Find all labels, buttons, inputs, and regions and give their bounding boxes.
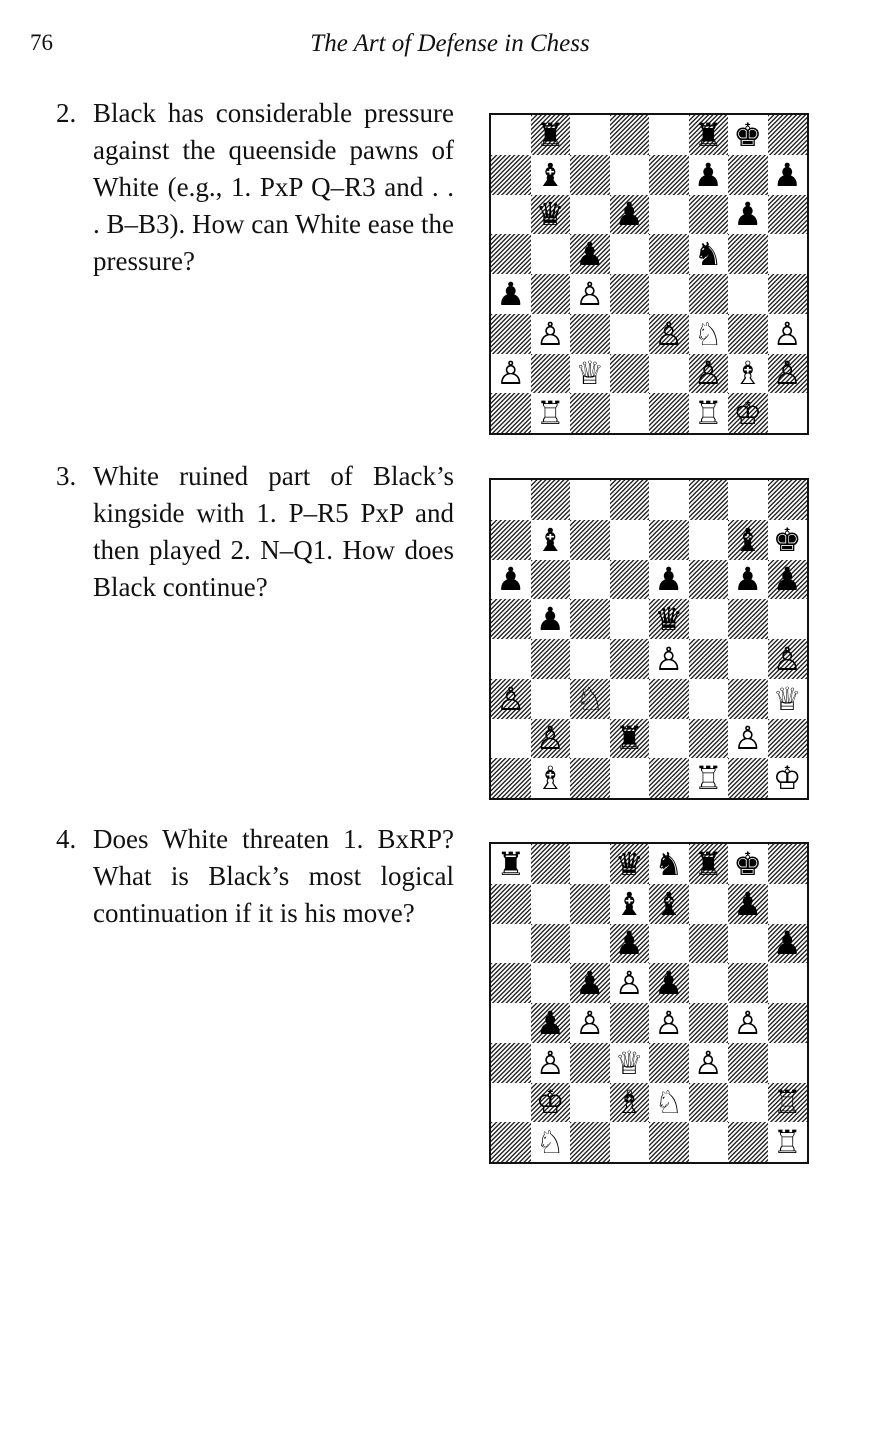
black-pawn-icon: ♟: [614, 195, 644, 234]
board-square: [689, 234, 729, 274]
black-pawn-icon: ♟: [654, 560, 684, 599]
board-square: [649, 719, 689, 759]
white-pawn-icon: ♙: [733, 1003, 763, 1042]
chess-diagram: [489, 113, 809, 435]
white-rook-icon: ♖: [772, 1083, 802, 1122]
black-queen-icon: ♛: [535, 195, 565, 234]
board-square: [531, 115, 571, 155]
board-square: [610, 679, 650, 719]
board-square: [570, 354, 610, 394]
board-square: [610, 1083, 650, 1123]
board-square: [531, 274, 571, 314]
black-bishop-icon: ♝: [654, 884, 684, 923]
board-square: [649, 758, 689, 798]
white-queen-icon: ♕: [575, 354, 605, 393]
board-square: [570, 520, 610, 560]
white-king-icon: ♔: [733, 394, 763, 433]
board-square: [531, 480, 571, 520]
board-square: [570, 1083, 610, 1123]
board-square: [491, 314, 531, 354]
board-square: [531, 719, 571, 759]
board-square: [570, 115, 610, 155]
white-bishop-icon: ♗: [614, 1083, 644, 1122]
board-square: [610, 599, 650, 639]
board-square: [610, 274, 650, 314]
board-square: [689, 963, 729, 1003]
board-square: [728, 719, 768, 759]
board-square: [649, 520, 689, 560]
board-square: [531, 1122, 571, 1162]
problem-description: Black has considerable pressure against the queenside pawns of White (e.g., 1. PxP Q–R3 and . . . B–B3). How can White ease the pressure?: [93, 98, 454, 276]
board-square: [570, 599, 610, 639]
black-queen-icon: ♛: [654, 600, 684, 639]
board-square: [491, 844, 531, 884]
running-head: The Art of Defense in Chess: [310, 30, 590, 57]
board-square: [491, 234, 531, 274]
board-square: [649, 314, 689, 354]
board-square: [610, 639, 650, 679]
board-square: [570, 1122, 610, 1162]
board-square: [689, 1122, 729, 1162]
board-square: [610, 719, 650, 759]
board-square: [570, 884, 610, 924]
board-square: [768, 560, 808, 600]
black-queen-icon: ♛: [614, 844, 644, 883]
board-square: [728, 599, 768, 639]
board-square: [689, 520, 729, 560]
problem-2-text: [56, 95, 454, 280]
board-square: [531, 679, 571, 719]
black-king-icon: ♚: [733, 844, 763, 883]
board-square: [689, 393, 729, 433]
board-square: [768, 115, 808, 155]
board-square: [689, 599, 729, 639]
board-square: [570, 234, 610, 274]
black-pawn-icon: ♟: [654, 964, 684, 1003]
problem-number: 4.: [56, 824, 77, 854]
board-square: [728, 354, 768, 394]
board-square: [491, 115, 531, 155]
board-square: [531, 758, 571, 798]
problem-description: Does White threaten 1. BxRP? What is Black’s most logical continuation if it is his move?: [93, 824, 454, 928]
board-square: [610, 1003, 650, 1043]
white-rook-icon: ♖: [772, 1123, 802, 1162]
board-square: [491, 393, 531, 433]
board-square: [728, 195, 768, 235]
white-knight-icon: ♘: [654, 1083, 684, 1122]
board-square: [728, 1122, 768, 1162]
white-rook-icon: ♖: [535, 394, 565, 433]
board-square: [768, 1043, 808, 1083]
problem-4-text: [56, 821, 454, 932]
board-square: [610, 314, 650, 354]
board-square: [570, 393, 610, 433]
board-square: [491, 924, 531, 964]
board-square: [570, 844, 610, 884]
black-bishop-icon: ♝: [614, 884, 644, 923]
board-square: [570, 924, 610, 964]
black-pawn-icon: ♟: [496, 560, 526, 599]
board-square: [689, 115, 729, 155]
board-square: [491, 719, 531, 759]
white-pawn-icon: ♙: [575, 274, 605, 313]
board-square: [610, 963, 650, 1003]
board-square: [689, 274, 729, 314]
board-square: [728, 115, 768, 155]
board-square: [768, 393, 808, 433]
board-square: [531, 884, 571, 924]
board-square: [531, 963, 571, 1003]
board-square: [649, 480, 689, 520]
white-pawn-icon: ♙: [693, 354, 723, 393]
board-square: [531, 393, 571, 433]
board-square: [570, 155, 610, 195]
problem-number: 2.: [56, 98, 77, 128]
board-square: [728, 314, 768, 354]
board-square: [689, 560, 729, 600]
white-pawn-icon: ♙: [772, 639, 802, 678]
board-square: [649, 1122, 689, 1162]
board-square: [531, 599, 571, 639]
board-square: [689, 924, 729, 964]
black-pawn-icon: ♟: [535, 600, 565, 639]
board-square: [649, 115, 689, 155]
board-square: [768, 884, 808, 924]
board-square: [689, 844, 729, 884]
board-square: [689, 1003, 729, 1043]
black-pawn-icon: ♟: [575, 235, 605, 274]
white-pawn-icon: ♙: [496, 679, 526, 718]
white-pawn-icon: ♙: [535, 719, 565, 758]
board-square: [728, 1003, 768, 1043]
board-square: [689, 679, 729, 719]
board-square: [570, 480, 610, 520]
board-square: [728, 520, 768, 560]
black-pawn-icon: ♟: [733, 560, 763, 599]
board-square: [491, 963, 531, 1003]
board-square: [649, 354, 689, 394]
board-square: [570, 679, 610, 719]
board-square: [531, 195, 571, 235]
white-pawn-icon: ♙: [654, 314, 684, 353]
board-square: [491, 155, 531, 195]
board-square: [610, 393, 650, 433]
white-queen-icon: ♕: [614, 1043, 644, 1082]
white-king-icon: ♔: [772, 759, 802, 798]
board-square: [531, 354, 571, 394]
board-square: [689, 639, 729, 679]
board-square: [689, 1083, 729, 1123]
board-square: [531, 639, 571, 679]
black-pawn-icon: ♟: [614, 924, 644, 963]
black-king-icon: ♚: [772, 520, 802, 559]
board-square: [649, 1043, 689, 1083]
board-square: [531, 520, 571, 560]
white-rook-icon: ♖: [693, 394, 723, 433]
board-square: [491, 195, 531, 235]
problem-number: 3.: [56, 461, 77, 491]
white-queen-icon: ♕: [772, 679, 802, 718]
board-square: [649, 195, 689, 235]
board-square: [570, 560, 610, 600]
white-knight-icon: ♘: [575, 679, 605, 718]
board-square: [531, 924, 571, 964]
chess-diagram: [489, 842, 809, 1164]
board-square: [570, 274, 610, 314]
board-square: [531, 1043, 571, 1083]
board-square: [610, 1122, 650, 1162]
black-king-icon: ♚: [733, 115, 763, 154]
board-square: [768, 1003, 808, 1043]
white-knight-icon: ♘: [535, 1123, 565, 1162]
board-square: [689, 719, 729, 759]
board-square: [491, 560, 531, 600]
black-pawn-icon: ♟: [772, 560, 802, 599]
board-square: [768, 520, 808, 560]
board-square: [610, 354, 650, 394]
board-square: [768, 314, 808, 354]
white-bishop-icon: ♗: [733, 354, 763, 393]
board-square: [531, 844, 571, 884]
board-square: [768, 719, 808, 759]
board-square: [649, 560, 689, 600]
board-square: [491, 1003, 531, 1043]
board-square: [610, 884, 650, 924]
board-square: [689, 195, 729, 235]
board-square: [531, 1003, 571, 1043]
white-pawn-icon: ♙: [535, 1043, 565, 1082]
board-square: [728, 844, 768, 884]
board-square: [610, 520, 650, 560]
board-square: [491, 1043, 531, 1083]
board-square: [570, 1003, 610, 1043]
board-square: [531, 314, 571, 354]
board-square: [689, 884, 729, 924]
board-square: [728, 1083, 768, 1123]
board-square: [649, 884, 689, 924]
board-square: [728, 274, 768, 314]
white-pawn-icon: ♙: [733, 719, 763, 758]
board-square: [610, 115, 650, 155]
board-square: [491, 1083, 531, 1123]
board-square: [728, 1043, 768, 1083]
board-square: [768, 963, 808, 1003]
board-square: [610, 155, 650, 195]
white-pawn-icon: ♙: [575, 1003, 605, 1042]
board-square: [728, 884, 768, 924]
board-square: [649, 679, 689, 719]
board-square: [491, 1122, 531, 1162]
white-knight-icon: ♘: [693, 314, 723, 353]
board-square: [491, 520, 531, 560]
board-square: [728, 560, 768, 600]
board-square: [728, 639, 768, 679]
black-pawn-icon: ♟: [535, 1003, 565, 1042]
board-square: [689, 155, 729, 195]
board-square: [728, 924, 768, 964]
board-square: [649, 639, 689, 679]
board-square: [491, 274, 531, 314]
board-square: [728, 679, 768, 719]
board-square: [491, 679, 531, 719]
board-square: [610, 234, 650, 274]
board-square: [768, 1083, 808, 1123]
board-square: [728, 393, 768, 433]
board-square: [689, 480, 729, 520]
black-pawn-icon: ♟: [772, 155, 802, 194]
board-square: [570, 719, 610, 759]
board-square: [768, 679, 808, 719]
board-square: [649, 924, 689, 964]
board-square: [531, 155, 571, 195]
board-square: [649, 393, 689, 433]
board-square: [610, 1043, 650, 1083]
board-square: [768, 758, 808, 798]
board-square: [728, 963, 768, 1003]
board-square: [491, 639, 531, 679]
board-square: [649, 844, 689, 884]
black-knight-icon: ♞: [654, 844, 684, 883]
black-pawn-icon: ♟: [733, 884, 763, 923]
board-square: [531, 234, 571, 274]
board-square: [689, 758, 729, 798]
board-square: [689, 314, 729, 354]
board-square: [610, 758, 650, 798]
board-square: [491, 354, 531, 394]
board-square: [689, 1043, 729, 1083]
board-square: [491, 758, 531, 798]
board-square: [610, 924, 650, 964]
black-knight-icon: ♞: [693, 235, 723, 274]
chess-diagram: [489, 478, 809, 800]
black-rook-icon: ♜: [614, 719, 644, 758]
board-square: [768, 274, 808, 314]
board-square: [768, 480, 808, 520]
board-square: [728, 480, 768, 520]
black-pawn-icon: ♟: [693, 155, 723, 194]
board-square: [728, 758, 768, 798]
board-square: [649, 599, 689, 639]
black-pawn-icon: ♟: [733, 195, 763, 234]
board-square: [649, 1083, 689, 1123]
board-square: [649, 274, 689, 314]
problem-3-text: [56, 458, 454, 606]
board-square: [768, 924, 808, 964]
black-bishop-icon: ♝: [733, 520, 763, 559]
white-pawn-icon: ♙: [693, 1043, 723, 1082]
board-square: [649, 1003, 689, 1043]
white-pawn-icon: ♙: [535, 314, 565, 353]
board-square: [768, 354, 808, 394]
white-bishop-icon: ♗: [535, 759, 565, 798]
white-pawn-icon: ♙: [614, 964, 644, 1003]
white-rook-icon: ♖: [693, 759, 723, 798]
black-rook-icon: ♜: [693, 115, 723, 154]
board-square: [610, 844, 650, 884]
board-square: [610, 560, 650, 600]
board-square: [768, 639, 808, 679]
board-square: [610, 195, 650, 235]
board-square: [491, 884, 531, 924]
board-square: [570, 314, 610, 354]
board-square: [649, 234, 689, 274]
white-pawn-icon: ♙: [496, 354, 526, 393]
board-square: [649, 963, 689, 1003]
black-pawn-icon: ♟: [772, 924, 802, 963]
board-square: [491, 599, 531, 639]
board-square: [728, 155, 768, 195]
board-square: [570, 639, 610, 679]
white-pawn-icon: ♙: [654, 1003, 684, 1042]
board-square: [768, 1122, 808, 1162]
black-pawn-icon: ♟: [496, 274, 526, 313]
problem-description: White ruined part of Black’s kingside with 1. P–R5 PxP and then played 2. N–Q1. How does Black continue?: [93, 461, 454, 602]
board-square: [491, 480, 531, 520]
board-square: [649, 155, 689, 195]
board-square: [531, 1083, 571, 1123]
black-rook-icon: ♜: [535, 115, 565, 154]
board-square: [768, 155, 808, 195]
white-pawn-icon: ♙: [654, 639, 684, 678]
board-square: [570, 1043, 610, 1083]
board-square: [570, 195, 610, 235]
board-square: [610, 480, 650, 520]
white-king-icon: ♔: [535, 1083, 565, 1122]
black-bishop-icon: ♝: [535, 155, 565, 194]
board-square: [768, 844, 808, 884]
board-square: [768, 195, 808, 235]
black-rook-icon: ♜: [693, 844, 723, 883]
black-pawn-icon: ♟: [575, 964, 605, 1003]
board-square: [768, 599, 808, 639]
white-pawn-icon: ♙: [772, 314, 802, 353]
page-number: 76: [30, 30, 53, 55]
board-square: [570, 963, 610, 1003]
black-rook-icon: ♜: [496, 844, 526, 883]
board-square: [728, 234, 768, 274]
board-square: [768, 234, 808, 274]
black-bishop-icon: ♝: [535, 520, 565, 559]
board-square: [689, 354, 729, 394]
board-square: [531, 560, 571, 600]
board-square: [570, 758, 610, 798]
white-pawn-icon: ♙: [772, 354, 802, 393]
